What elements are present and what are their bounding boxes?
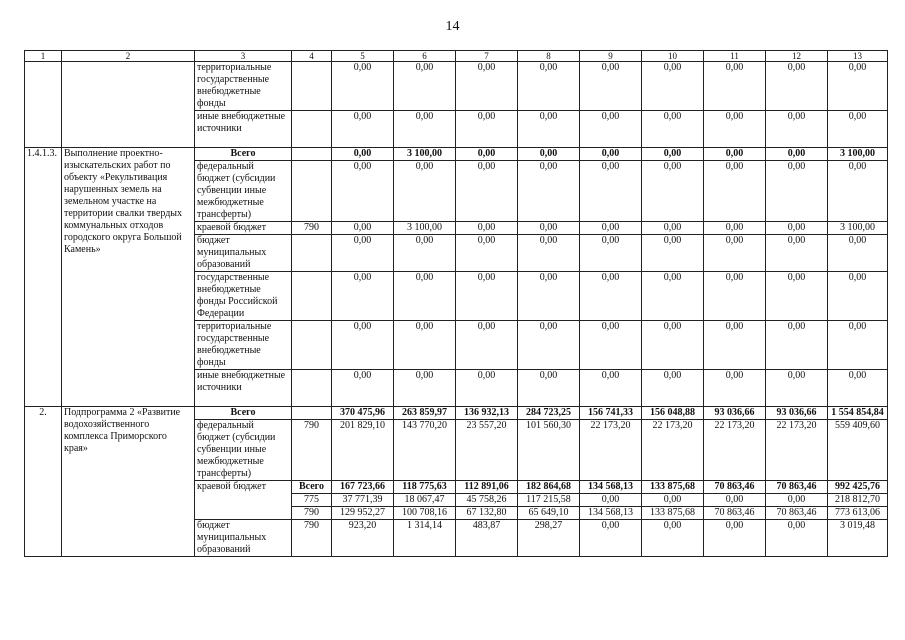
cell-value: 22 173,20 [580, 420, 642, 481]
cell-value: 0,00 [766, 370, 828, 407]
cell-name [62, 62, 195, 148]
cell-value: 0,00 [766, 161, 828, 222]
cell-name: Подпрограмма 2 «Развитие водохозяйственного комплекса Приморского края» [62, 407, 195, 557]
cell-value: 0,00 [642, 370, 704, 407]
cell-code [292, 272, 332, 321]
cell-value: 0,00 [642, 62, 704, 111]
cell-value: 0,00 [456, 235, 518, 272]
cell-code [292, 235, 332, 272]
cell-code: 775 [292, 494, 332, 507]
cell-value: 0,00 [394, 370, 456, 407]
cell-value: 18 067,47 [394, 494, 456, 507]
page-number: 14 [445, 19, 460, 34]
cell-value: 143 770,20 [394, 420, 456, 481]
cell-value: 0,00 [828, 161, 888, 222]
cell-value: 201 829,10 [332, 420, 394, 481]
cell-value: 298,27 [518, 520, 580, 557]
cell-value: 129 952,27 [332, 507, 394, 520]
cell-value: 0,00 [642, 520, 704, 557]
cell-value: 0,00 [580, 62, 642, 111]
cell-code: 790 [292, 420, 332, 481]
cell-value: 218 812,70 [828, 494, 888, 507]
cell-value: 0,00 [642, 222, 704, 235]
cell-value: 263 859,97 [394, 407, 456, 420]
cell-value: 0,00 [332, 370, 394, 407]
cell-value: 182 864,68 [518, 481, 580, 494]
cell-value: 0,00 [456, 321, 518, 370]
cell-number [25, 62, 62, 148]
cell-code [292, 148, 332, 161]
cell-value: 0,00 [580, 111, 642, 148]
cell-value: 0,00 [394, 321, 456, 370]
cell-value: 0,00 [332, 235, 394, 272]
cell-value: 22 173,20 [766, 420, 828, 481]
cell-value: 0,00 [580, 370, 642, 407]
cell-number: 2. [25, 407, 62, 557]
cell-value: 134 568,13 [580, 481, 642, 494]
column-header: 12 [766, 51, 828, 62]
cell-value: 0,00 [456, 370, 518, 407]
cell-value: 0,00 [642, 321, 704, 370]
cell-value: 0,00 [456, 148, 518, 161]
cell-value: 70 863,46 [704, 481, 766, 494]
cell-value: 0,00 [704, 222, 766, 235]
cell-value: 0,00 [394, 161, 456, 222]
cell-value: 0,00 [394, 272, 456, 321]
cell-value: 0,00 [332, 161, 394, 222]
cell-value: 0,00 [580, 494, 642, 507]
cell-value: 0,00 [580, 272, 642, 321]
budget-table [24, 50, 888, 557]
cell-value: 0,00 [642, 161, 704, 222]
cell-value: 0,00 [828, 235, 888, 272]
cell-value: 167 723,66 [332, 481, 394, 494]
cell-value: 0,00 [332, 272, 394, 321]
cell-value: 70 863,46 [766, 507, 828, 520]
cell-source: федеральный бюджет (субсидии субвенции иные межбюджетные трансферты) [195, 420, 292, 481]
cell-value: 0,00 [580, 321, 642, 370]
cell-value: 22 173,20 [642, 420, 704, 481]
cell-value: 0,00 [766, 520, 828, 557]
cell-code: Всего [292, 481, 332, 494]
column-header: 7 [456, 51, 518, 62]
cell-value: 0,00 [518, 62, 580, 111]
cell-value: 483,87 [456, 520, 518, 557]
cell-value: 0,00 [766, 321, 828, 370]
cell-value: 0,00 [704, 148, 766, 161]
cell-value: 67 132,80 [456, 507, 518, 520]
cell-value: 0,00 [704, 520, 766, 557]
cell-value: 133 875,68 [642, 481, 704, 494]
cell-value: 0,00 [704, 370, 766, 407]
header-row [25, 51, 888, 62]
cell-code: 790 [292, 520, 332, 557]
cell-value: 0,00 [456, 62, 518, 111]
cell-value: 0,00 [828, 272, 888, 321]
cell-value: 0,00 [766, 272, 828, 321]
cell-value: 0,00 [332, 148, 394, 161]
cell-value: 0,00 [828, 370, 888, 407]
cell-value: 0,00 [704, 235, 766, 272]
cell-value: 0,00 [766, 62, 828, 111]
column-header: 10 [642, 51, 704, 62]
cell-value: 3 100,00 [828, 222, 888, 235]
cell-value: 370 475,96 [332, 407, 394, 420]
table-row [25, 62, 888, 111]
cell-source: территориальные государственные внебюджетные фонды [195, 321, 292, 370]
cell-value: 0,00 [580, 222, 642, 235]
cell-value: 112 891,06 [456, 481, 518, 494]
cell-value: 0,00 [580, 235, 642, 272]
cell-value: 23 557,20 [456, 420, 518, 481]
cell-value: 0,00 [518, 161, 580, 222]
cell-value: 93 036,66 [766, 407, 828, 420]
cell-code: 790 [292, 222, 332, 235]
column-header: 8 [518, 51, 580, 62]
cell-value: 37 771,39 [332, 494, 394, 507]
cell-value: 0,00 [332, 62, 394, 111]
cell-value: 22 173,20 [704, 420, 766, 481]
cell-value: 0,00 [456, 272, 518, 321]
cell-value: 0,00 [518, 111, 580, 148]
cell-value: 0,00 [828, 111, 888, 148]
cell-value: 0,00 [332, 222, 394, 235]
cell-value: 3 019,48 [828, 520, 888, 557]
cell-value: 0,00 [518, 370, 580, 407]
cell-value: 0,00 [518, 321, 580, 370]
cell-value: 93 036,66 [704, 407, 766, 420]
cell-value: 0,00 [642, 148, 704, 161]
column-header: 3 [195, 51, 292, 62]
cell-value: 0,00 [394, 111, 456, 148]
cell-code [292, 111, 332, 148]
cell-source: Всего [195, 407, 292, 420]
cell-value: 0,00 [332, 111, 394, 148]
column-header: 9 [580, 51, 642, 62]
cell-value: 1 554 854,84 [828, 407, 888, 420]
cell-value: 773 613,06 [828, 507, 888, 520]
cell-source: иные внебюджетные источники [195, 111, 292, 148]
cell-value: 156 048,88 [642, 407, 704, 420]
cell-value: 0,00 [642, 235, 704, 272]
cell-value: 0,00 [518, 272, 580, 321]
cell-value: 0,00 [456, 222, 518, 235]
cell-value: 156 741,33 [580, 407, 642, 420]
cell-code [292, 161, 332, 222]
cell-source: иные внебюджетные источники [195, 370, 292, 407]
cell-code [292, 407, 332, 420]
cell-value: 0,00 [766, 222, 828, 235]
cell-code [292, 62, 332, 111]
cell-value: 100 708,16 [394, 507, 456, 520]
cell-value: 0,00 [518, 235, 580, 272]
cell-code: 790 [292, 507, 332, 520]
cell-value: 0,00 [456, 161, 518, 222]
cell-value: 0,00 [766, 494, 828, 507]
cell-value: 133 875,68 [642, 507, 704, 520]
cell-source: бюджет муниципальных образований [195, 235, 292, 272]
column-header: 1 [25, 51, 62, 62]
cell-value: 118 775,63 [394, 481, 456, 494]
column-header: 5 [332, 51, 394, 62]
cell-value: 0,00 [456, 111, 518, 148]
cell-value: 0,00 [642, 272, 704, 321]
cell-source: федеральный бюджет (субсидии субвенции иные межбюджетные трансферты) [195, 161, 292, 222]
cell-source: государственные внебюджетные фонды Российской Федерации [195, 272, 292, 321]
cell-code [292, 321, 332, 370]
cell-value: 117 215,58 [518, 494, 580, 507]
cell-name: Выполнение проектно-изыскательских работ по объекту «Рекультивация нарушенных земель на земельном участке на территории свалки твердых коммунальных отходов городского округа Большой Камень» [62, 148, 195, 407]
cell-value: 0,00 [704, 111, 766, 148]
cell-value: 3 100,00 [828, 148, 888, 161]
column-header: 6 [394, 51, 456, 62]
cell-value: 0,00 [704, 272, 766, 321]
cell-value: 0,00 [766, 148, 828, 161]
cell-value: 284 723,25 [518, 407, 580, 420]
cell-value: 0,00 [828, 62, 888, 111]
cell-value: 0,00 [704, 62, 766, 111]
cell-value: 3 100,00 [394, 222, 456, 235]
cell-source: Всего [195, 148, 292, 161]
cell-number: 1.4.1.3. [25, 148, 62, 407]
cell-value: 992 425,76 [828, 481, 888, 494]
cell-value: 0,00 [704, 494, 766, 507]
cell-source: краевой бюджет [195, 222, 292, 235]
cell-value: 0,00 [766, 111, 828, 148]
cell-value: 0,00 [704, 161, 766, 222]
cell-value: 70 863,46 [704, 507, 766, 520]
table-row-total [25, 148, 888, 161]
table-row-total [25, 407, 888, 420]
cell-value: 134 568,13 [580, 507, 642, 520]
cell-source: краевой бюджет [195, 481, 292, 520]
cell-value: 0,00 [642, 494, 704, 507]
column-header: 13 [828, 51, 888, 62]
cell-value: 3 100,00 [394, 148, 456, 161]
cell-value: 0,00 [332, 321, 394, 370]
cell-value: 45 758,26 [456, 494, 518, 507]
column-header: 4 [292, 51, 332, 62]
cell-value: 559 409,60 [828, 420, 888, 481]
cell-value: 0,00 [580, 520, 642, 557]
cell-value: 0,00 [518, 222, 580, 235]
cell-value: 0,00 [642, 111, 704, 148]
cell-value: 65 649,10 [518, 507, 580, 520]
cell-value: 1 314,14 [394, 520, 456, 557]
cell-value: 923,20 [332, 520, 394, 557]
cell-value: 0,00 [828, 321, 888, 370]
cell-value: 0,00 [518, 148, 580, 161]
column-header: 2 [62, 51, 195, 62]
cell-value: 0,00 [704, 321, 766, 370]
cell-value: 101 560,30 [518, 420, 580, 481]
cell-value: 70 863,46 [766, 481, 828, 494]
cell-value: 136 932,13 [456, 407, 518, 420]
column-header: 11 [704, 51, 766, 62]
cell-value: 0,00 [394, 62, 456, 111]
cell-value: 0,00 [580, 161, 642, 222]
cell-code [292, 370, 332, 407]
cell-value: 0,00 [394, 235, 456, 272]
cell-value: 0,00 [766, 235, 828, 272]
cell-source: бюджет муниципальных образований [195, 520, 292, 557]
cell-value: 0,00 [580, 148, 642, 161]
cell-source: территориальные государственные внебюджетные фонды [195, 62, 292, 111]
